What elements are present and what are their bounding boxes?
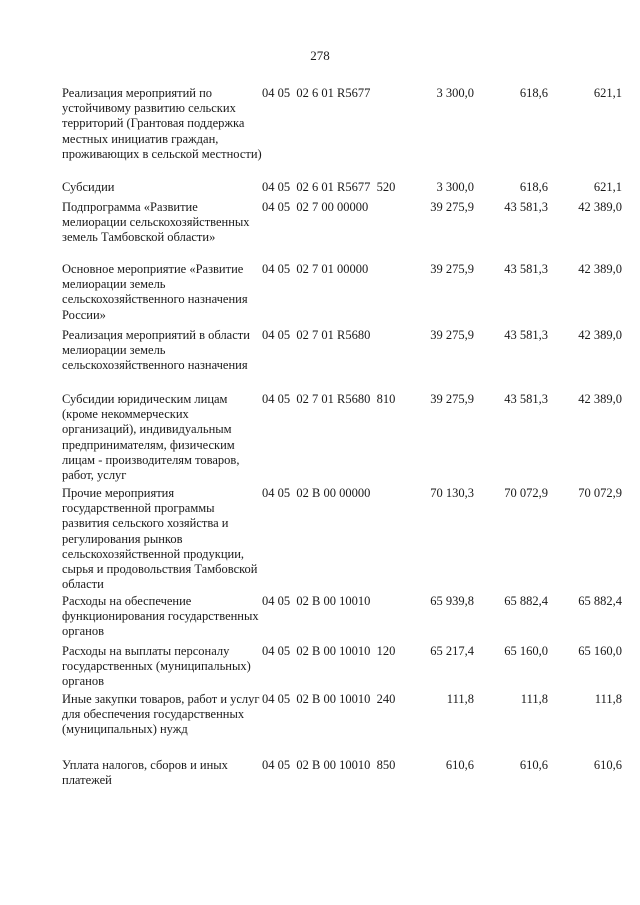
row-value-2: 43 581,3	[504, 328, 548, 342]
row-codes: 04 05 02 В 00 00000	[262, 486, 371, 500]
row-value-1: 3 300,0	[436, 180, 474, 194]
row-value-2: 618,6	[519, 86, 548, 100]
row-value-1: 111,8	[446, 692, 474, 706]
row-value-3: 70 072,9	[578, 486, 622, 500]
row-name: Расходы на обеспечение функционирования государственных органов	[62, 594, 259, 639]
row-codes: 04 05 02 В 00 10010 120	[262, 644, 396, 658]
row-value-2: 65 160,0	[504, 644, 548, 658]
row-value-3: 621,1	[593, 180, 622, 194]
row-value-2: 70 072,9	[504, 486, 548, 500]
row-codes: 04 05 02 В 00 10010 240	[262, 692, 396, 706]
row-value-2: 111,8	[520, 692, 548, 706]
row-value-3: 42 389,0	[578, 262, 622, 276]
row-codes: 04 05 02 7 01 R5680 810	[262, 392, 396, 406]
row-value-3: 65 882,4	[578, 594, 622, 608]
row-codes: 04 05 02 6 01 R5677 520	[262, 180, 396, 194]
row-value-3: 65 160,0	[578, 644, 622, 658]
row-value-1: 65 939,8	[430, 594, 474, 608]
row-value-3: 621,1	[593, 86, 622, 100]
row-name: Расходы на выплаты персоналу государственных (муниципальных) органов	[62, 644, 251, 689]
row-value-1: 39 275,9	[430, 200, 474, 214]
row-codes: 04 05 02 7 01 00000	[262, 262, 369, 276]
row-value-1: 610,6	[445, 758, 474, 772]
row-name: Основное мероприятие «Развитие мелиорации земель сельскохозяйственного назначения России»	[62, 262, 248, 322]
row-name: Уплата налогов, сборов и иных платежей	[62, 758, 228, 788]
row-name: Подпрограмма «Развитие мелиорации сельскохозяйственных земель Тамбовской области»	[62, 200, 250, 245]
row-name: Реализация мероприятий по устойчивому развитию сельских территорий (Грантовая поддержка местных инициатив граждан, проживающих в сельской местности)	[62, 86, 262, 161]
page-number: 278	[310, 48, 330, 63]
row-value-1: 39 275,9	[430, 392, 474, 406]
row-value-2: 43 581,3	[504, 200, 548, 214]
row-name: Субсидии юридическим лицам (кроме некоммерческих организаций), индивидуальным предпринимателям, физическим лицам - производителям товаров, работ, услуг	[62, 392, 240, 483]
row-value-3: 111,8	[594, 692, 622, 706]
row-value-1: 39 275,9	[430, 328, 474, 342]
row-value-2: 43 581,3	[504, 392, 548, 406]
row-codes: 04 05 02 В 00 10010	[262, 594, 371, 608]
row-value-3: 42 389,0	[578, 200, 622, 214]
row-value-2: 65 882,4	[504, 594, 548, 608]
row-value-2: 43 581,3	[504, 262, 548, 276]
row-value-3: 42 389,0	[578, 328, 622, 342]
row-value-1: 39 275,9	[430, 262, 474, 276]
row-value-1: 65 217,4	[430, 644, 474, 658]
row-name: Реализация мероприятий в области мелиорации земель сельскохозяйственного назначения	[62, 328, 250, 373]
row-value-1: 70 130,3	[430, 486, 474, 500]
row-name: Иные закупки товаров, работ и услуг для обеспечения государственных (муниципальных) нужд	[62, 692, 260, 737]
row-value-2: 618,6	[519, 180, 548, 194]
row-value-3: 42 389,0	[578, 392, 622, 406]
row-codes: 04 05 02 6 01 R5677	[262, 86, 371, 100]
row-value-2: 610,6	[519, 758, 548, 772]
row-value-3: 610,6	[593, 758, 622, 772]
row-codes: 04 05 02 7 00 00000	[262, 200, 369, 214]
row-codes: 04 05 02 7 01 R5680	[262, 328, 371, 342]
row-value-1: 3 300,0	[436, 86, 474, 100]
row-name: Субсидии	[62, 180, 115, 194]
row-codes: 04 05 02 В 00 10010 850	[262, 758, 396, 772]
row-name: Прочие мероприятия государственной программы развития сельского хозяйства и регулирования рынков сельскохозяйственной продукции, сырья и продовольствия Тамбовской области	[62, 486, 258, 592]
